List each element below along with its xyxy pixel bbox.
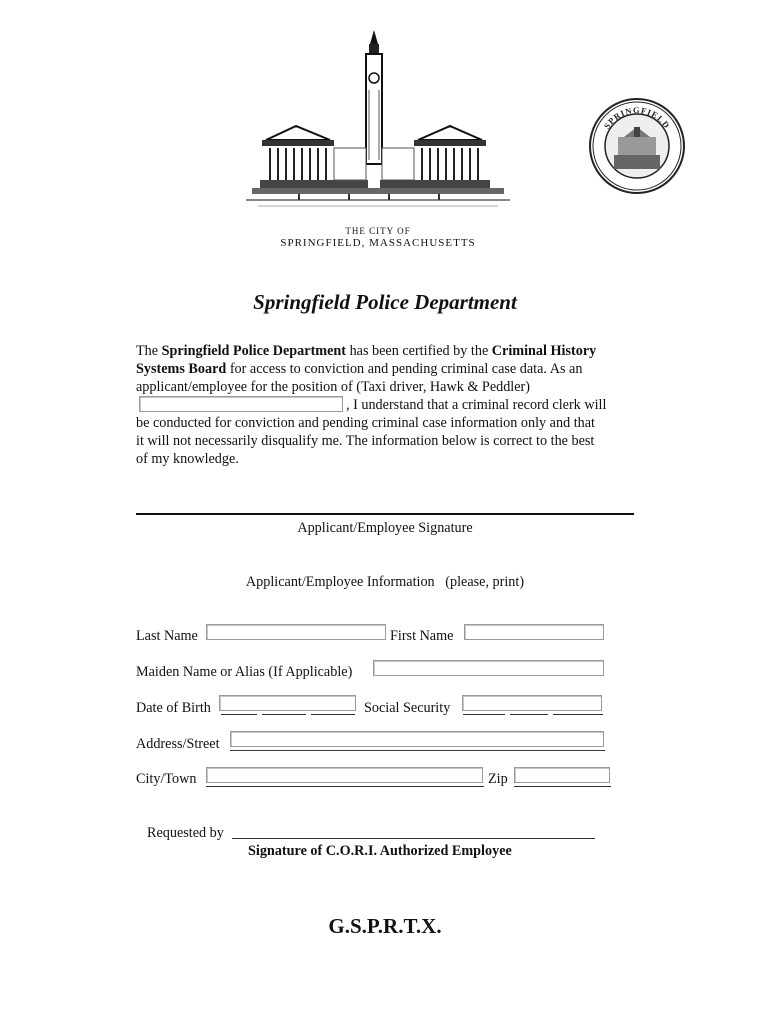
statement-line-1: The Springfield Police Department has been certified by the Criminal History — [136, 343, 597, 359]
dob-year-underline — [311, 714, 355, 715]
city-input[interactable] — [206, 767, 483, 783]
address-input[interactable] — [230, 731, 604, 747]
dob-input[interactable] — [219, 695, 356, 711]
dob-day-underline — [262, 714, 306, 715]
requested-by-label: Requested by — [147, 825, 224, 841]
ssn-part3-underline — [553, 714, 603, 715]
svg-text:SPRINGFIELD: SPRINGFIELD — [601, 104, 673, 131]
ssn-part1-underline — [463, 714, 505, 715]
statement-line-6: it will not necessarily disqualify me. The information below is correct to the best — [136, 433, 595, 449]
statement-line-4: , I understand that a criminal record clerk will — [346, 397, 607, 413]
address-label: Address/Street — [136, 736, 220, 752]
maiden-name-label: Maiden Name or Alias (If Applicable) — [136, 664, 353, 680]
footer-code: G.S.P.R.T.X. — [328, 914, 442, 938]
applicant-signature-line[interactable] — [136, 513, 634, 515]
ssn-input[interactable] — [462, 695, 602, 711]
dob-month-underline — [221, 714, 257, 715]
zip-label: Zip — [488, 771, 508, 787]
city-label: City/Town — [136, 771, 197, 787]
city-name: SPRINGFIELD, MASSACHUSETTS — [280, 237, 476, 249]
statement-line-2: Systems Board for access to conviction and pending criminal case data. As an — [136, 361, 583, 377]
requested-by-signature-line[interactable] — [232, 838, 595, 839]
city-caption: THE CITY OF — [345, 226, 411, 236]
ssn-label: Social Security — [364, 700, 451, 716]
ssn-part2-underline — [510, 714, 548, 715]
first-name-label: First Name — [390, 628, 454, 644]
last-name-label: Last Name — [136, 628, 198, 644]
dob-label: Date of Birth — [136, 700, 211, 716]
address-underline — [230, 750, 605, 751]
maiden-name-input[interactable] — [373, 660, 604, 676]
statement-line-5: be conducted for conviction and pending criminal case information only and that — [136, 415, 595, 431]
info-heading: Applicant/Employee Information (please, print) — [245, 574, 525, 590]
city-seal — [588, 97, 686, 195]
statement-line-7: of my knowledge. — [136, 451, 239, 467]
position-input[interactable] — [139, 396, 343, 412]
zip-underline — [514, 786, 611, 787]
authorized-signature-label: Signature of C.O.R.I. Authorized Employee — [248, 843, 512, 859]
first-name-input[interactable] — [464, 624, 604, 640]
city-underline — [206, 786, 484, 787]
statement-line-3: applicant/employee for the position of (Taxi driver, Hawk & Peddler) — [136, 379, 530, 395]
applicant-signature-label: Applicant/Employee Signature — [297, 520, 473, 536]
page-title: Springfield Police Department — [253, 290, 517, 314]
zip-input[interactable] — [514, 767, 610, 783]
city-hall-illustration — [238, 30, 518, 225]
last-name-input[interactable] — [206, 624, 386, 640]
